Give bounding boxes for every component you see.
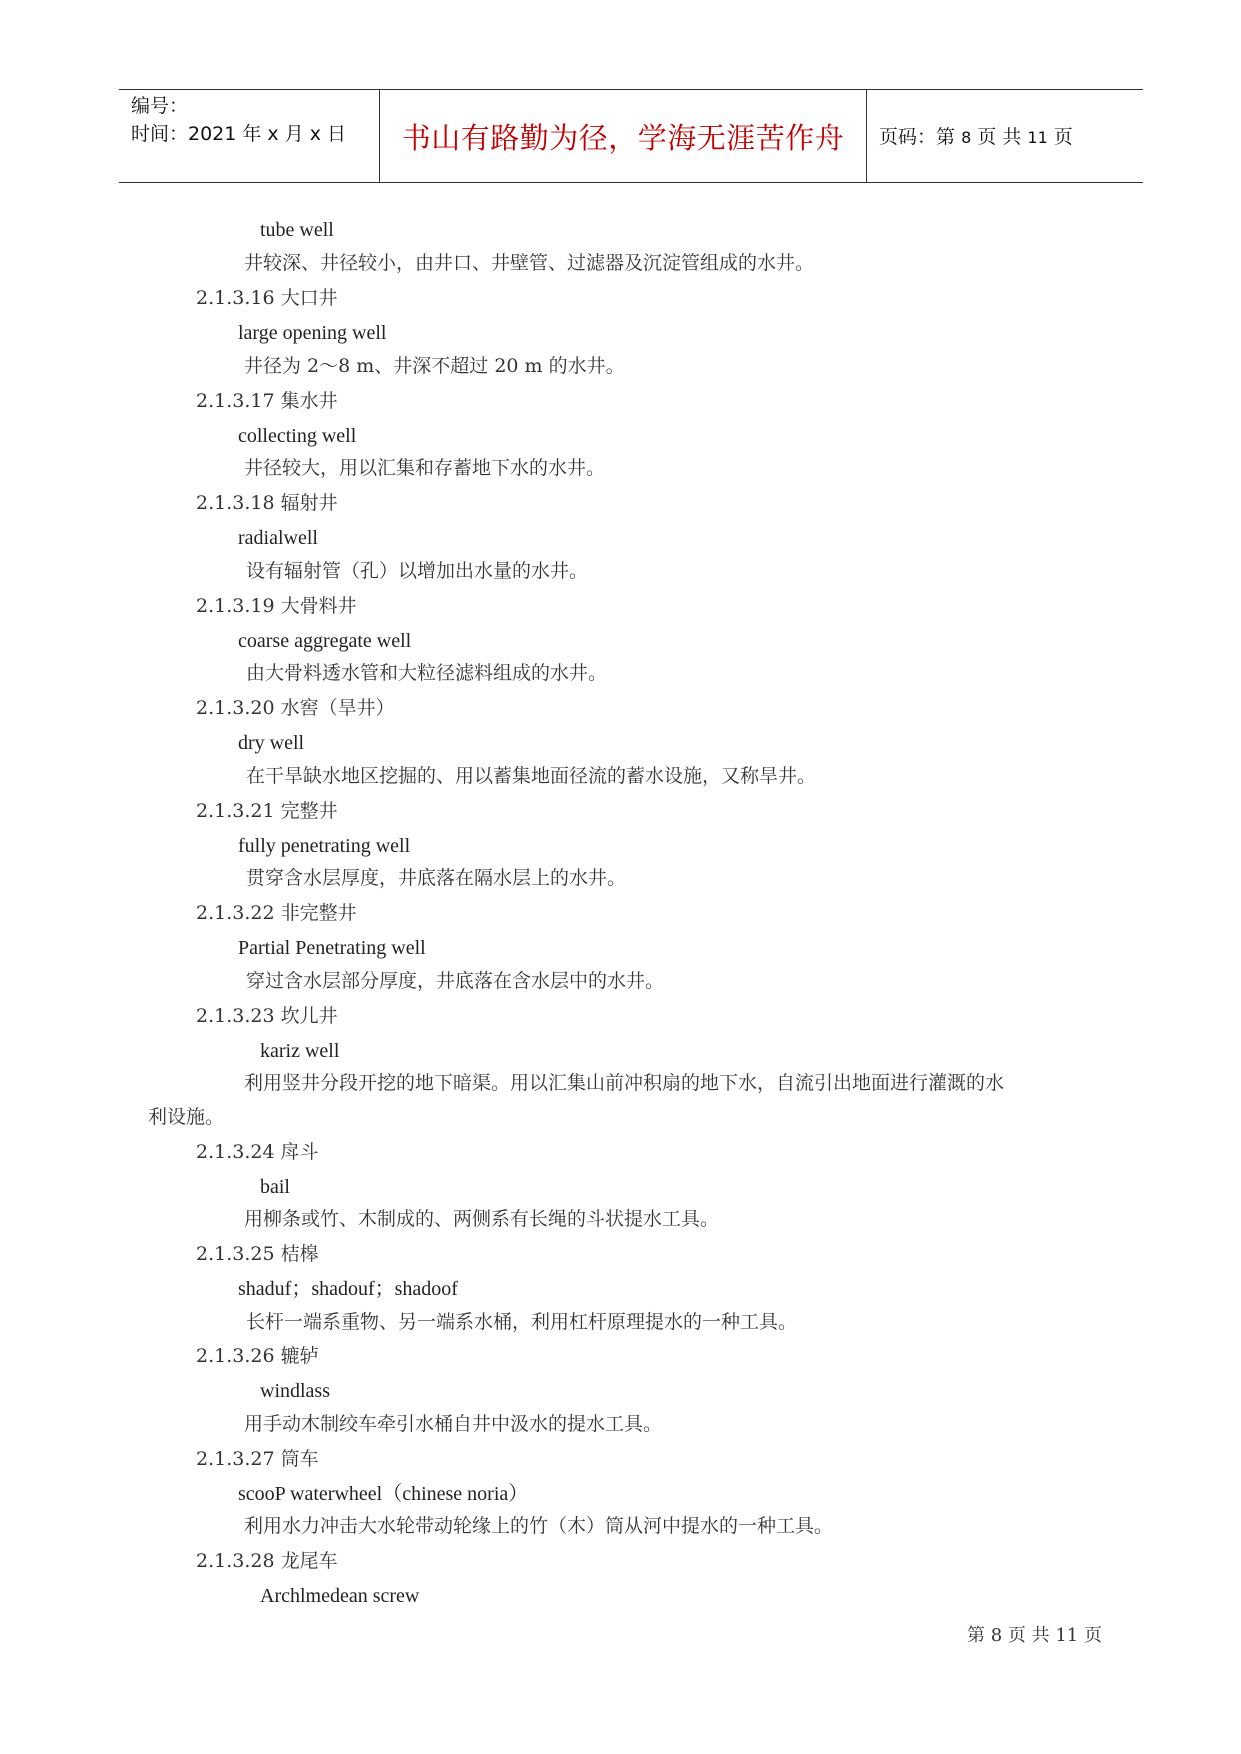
term-definition: 由大骨料透水管和大粒径滤料组成的水井。 [246,662,608,684]
term-english: fully penetrating well [238,835,411,857]
term-english: coarse aggregate well [238,630,412,652]
term-english: bail [260,1176,290,1198]
term-definition: 贯穿含水层厚度，井底落在隔水层上的水井。 [246,867,627,889]
header-meta [131,92,346,148]
term-definition-cont: 利设施。 [148,1106,225,1128]
term-heading: 2.1.3.17 集水井 [196,390,338,412]
page-indicator [879,122,1073,149]
term-english: radialwell [238,527,318,549]
term-english: windlass [260,1380,330,1402]
page-current: 8 [961,128,972,147]
term-english: Partial Penetrating well [238,937,426,959]
term-heading: 2.1.3.25 桔槔 [196,1243,319,1265]
term-definition: 用手动木制绞车牵引水桶自井中汲水的提水工具。 [244,1413,663,1435]
header-divider [866,90,867,182]
term-definition: 在干旱缺水地区挖掘的、用以蓄集地面径流的蓄水设施，又称旱井。 [246,765,817,787]
term-definition: 穿过含水层部分厚度，井底落在含水层中的水井。 [246,970,665,992]
term-english: Archlmedean screw [260,1585,420,1607]
header-divider [379,90,380,182]
header-table [119,89,1143,183]
page-suffix: 页 [1053,126,1073,148]
term-english: shaduf；shadouf；shadoof [238,1278,458,1300]
term-heading: 2.1.3.20 水窖（旱井） [196,697,395,719]
page-footer: 第 8 页 共 11 页 [967,1625,1102,1646]
term-definition: 井较深、井径较小，由井口、井壁管、过滤器及沉淀管组成的水井。 [244,252,815,274]
term-heading: 2.1.3.21 完整井 [196,800,338,822]
term-heading: 2.1.3.23 坎儿井 [196,1005,338,1027]
term-heading: 2.1.3.26 辘轳 [196,1345,319,1367]
term-definition: 井径较大，用以汇集和存蓄地下水的水井。 [244,457,606,479]
time-label: 时间：2021 年 x 月 x 日 [131,123,347,145]
term-heading: 2.1.3.28 龙尾车 [196,1550,338,1572]
term-definition: 井径为 2～8 m、井深不超过 20 m 的水井。 [244,355,625,377]
term-english: scooP waterwheel（chinese noria） [238,1483,529,1505]
term-definition: 利用水力冲击大水轮带动轮缘上的竹（木）筒从河中提水的一种工具。 [244,1515,834,1537]
term-heading: 2.1.3.19 大骨料井 [196,595,357,617]
term-heading: 2.1.3.18 辐射井 [196,492,338,514]
term-english: tube well [260,219,334,241]
page-total: 11 [1027,128,1048,147]
term-heading: 2.1.3.24 戽斗 [196,1141,319,1163]
page-prefix: 页码：第 [879,126,956,148]
term-heading: 2.1.3.16 大口井 [196,287,338,309]
term-heading: 2.1.3.22 非完整井 [196,902,357,924]
page-mid: 页 共 [977,126,1022,148]
term-english: large opening well [238,322,387,344]
term-definition: 设有辐射管（孔）以增加出水量的水井。 [246,560,589,582]
term-english: collecting well [238,425,357,447]
motto: 书山有路勤为径，学海无涯苦作舟 [401,121,845,155]
term-english: dry well [238,732,305,754]
term-heading: 2.1.3.27 筒车 [196,1448,319,1470]
number-label: 编号： [131,95,189,117]
term-definition: 用柳条或竹、木制成的、两侧系有长绳的斗状提水工具。 [244,1208,720,1230]
term-english: kariz well [260,1040,340,1062]
term-definition: 长杆一端系重物、另一端系水桶，利用杠杆原理提水的一种工具。 [246,1311,798,1333]
term-definition: 利用竖井分段开挖的地下暗渠。用以汇集山前冲积扇的地下水，自流引出地面进行灌溉的水 [244,1072,1005,1094]
